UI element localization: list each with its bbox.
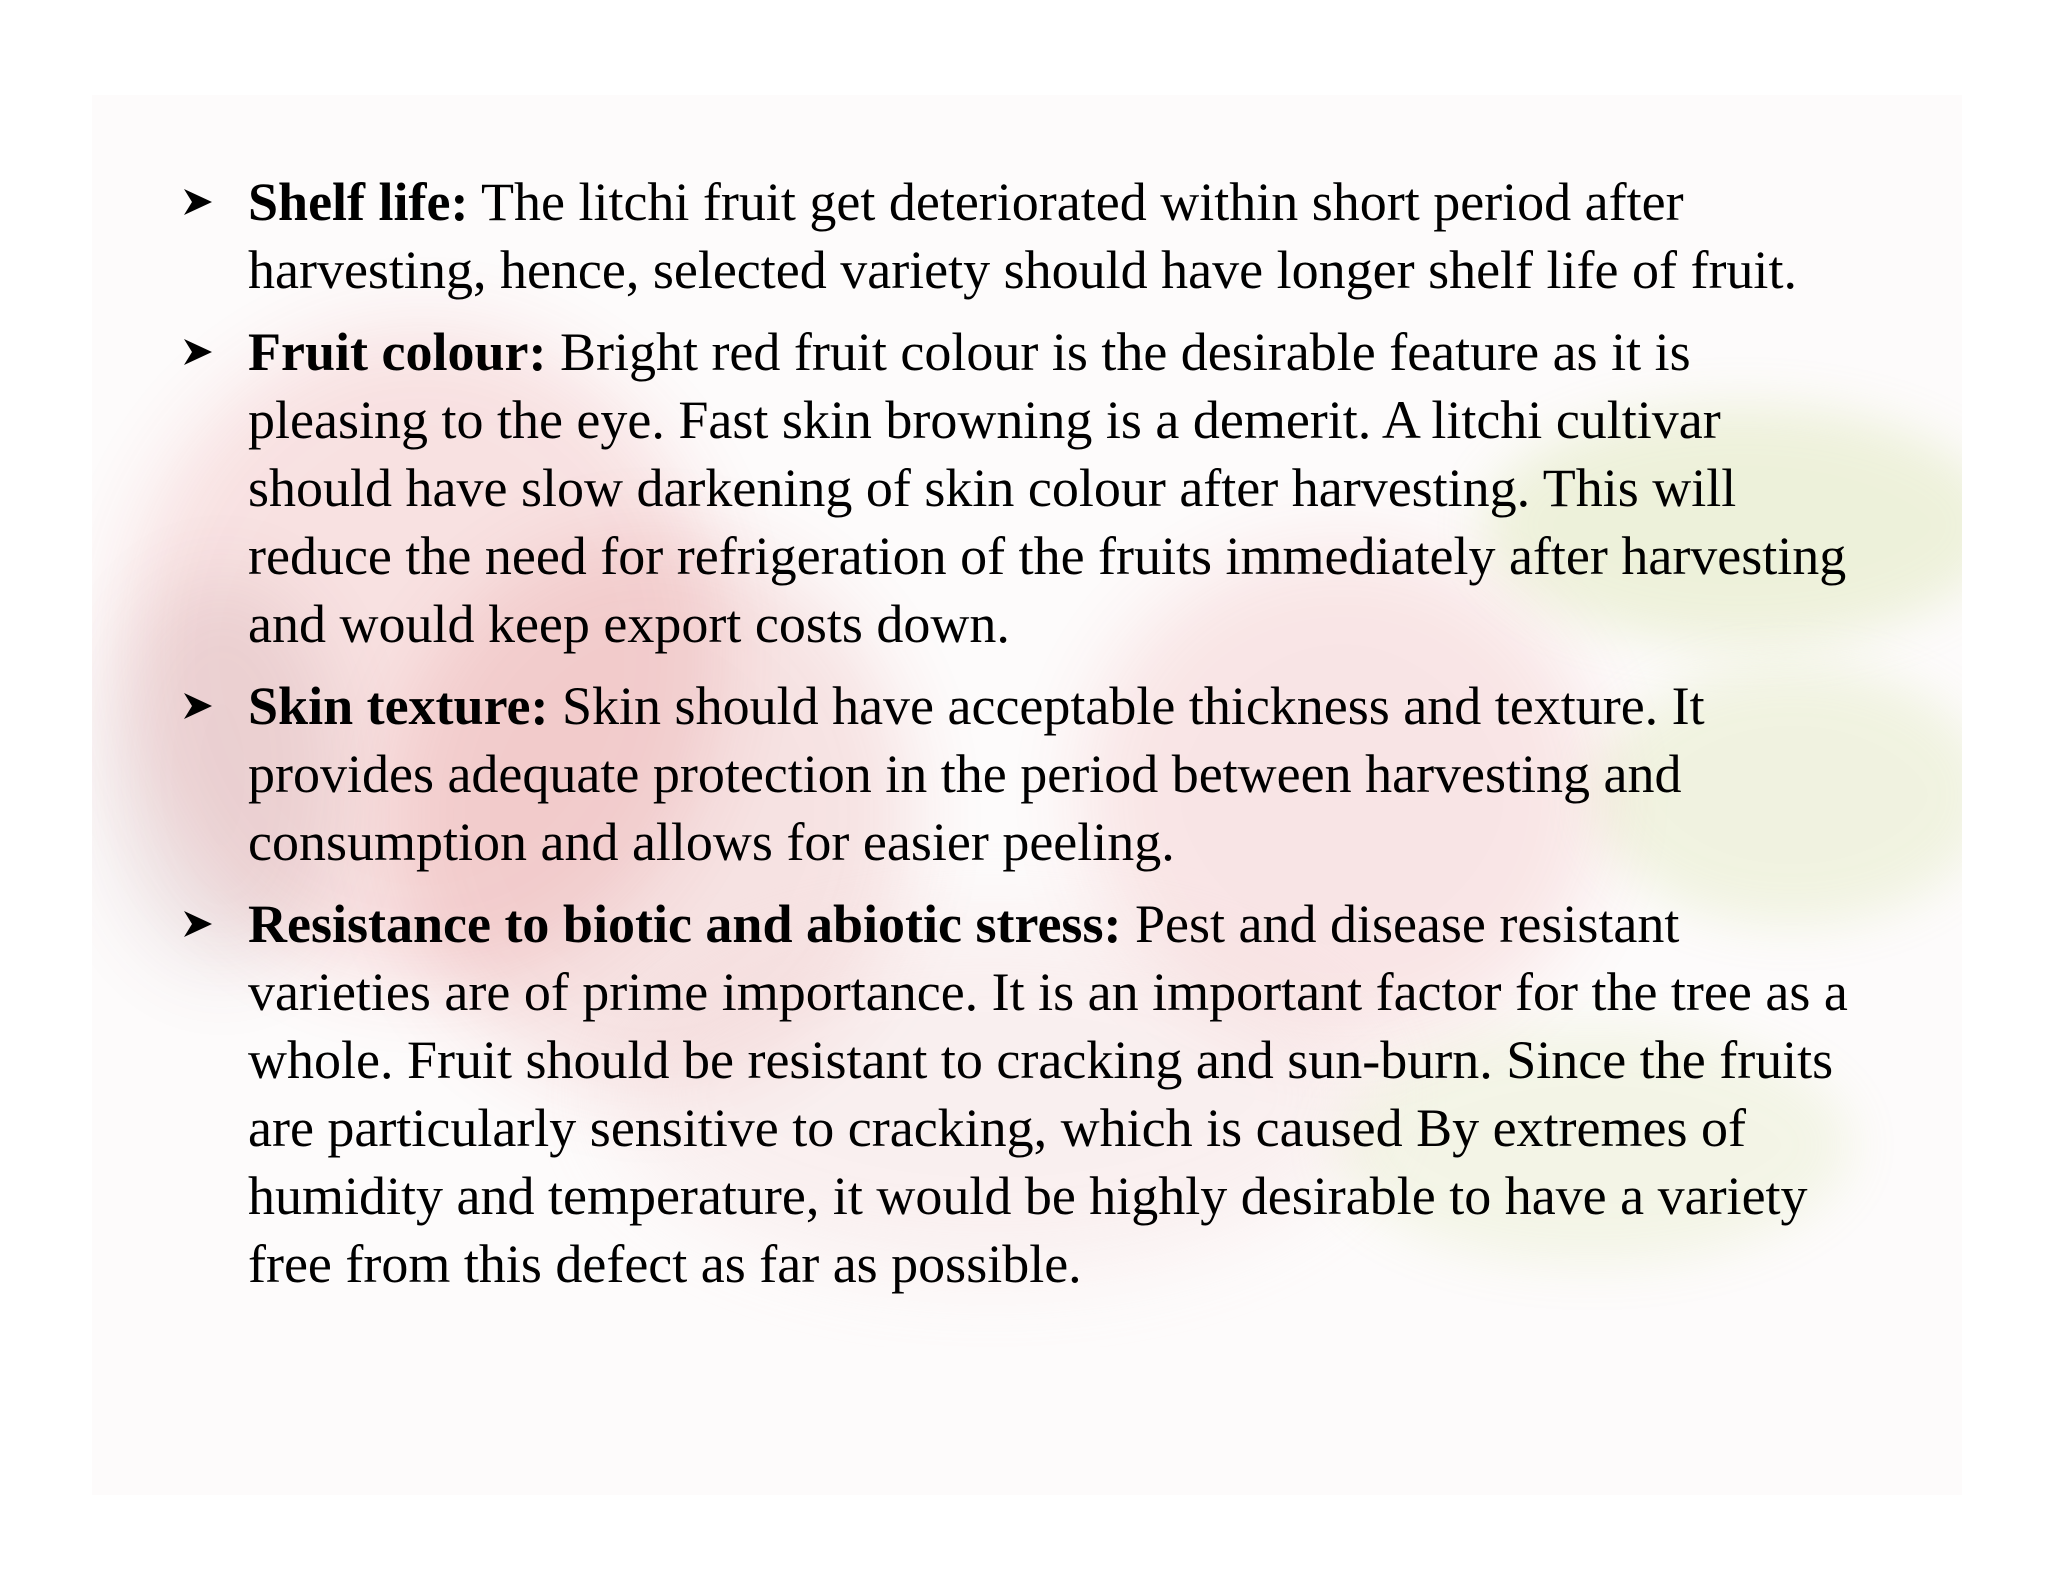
- bullet-text: Pest and disease resistant varieties are of prime importance. It is an important factor for the tree as a whole. Fruit should be resistant to cracking and sun-burn. Since the fruits are particularly sensitive to cracking, which is caused By extremes of humidity and temperature, it would be highly desirable to have a variety free from this defect as far as possible.: [248, 894, 1848, 1294]
- bullet-term: Skin texture:: [248, 676, 549, 736]
- bullet-term: Resistance to biotic and abiotic stress:: [248, 894, 1122, 954]
- arrowhead-bullet-icon: [180, 890, 220, 958]
- arrowhead-bullet-icon: [180, 672, 220, 740]
- bullet-term: Fruit colour:: [248, 322, 547, 382]
- bullet-shelf-life: [170, 168, 1870, 304]
- bullet-text: Bright red fruit colour is the desirable feature as it is pleasing to the eye. Fast skin browning is a demerit. A litchi cultivar should have slow darkening of skin colour after harvesting. This will reduce the need for refrigeration of the fruits immediately after harvesting and would keep export costs down.: [248, 322, 1847, 654]
- bullet-text: The litchi fruit get deteriorated within short period after harvesting, hence, selected variety should have longer shelf life of fruit.: [248, 172, 1797, 300]
- bullet-resistance-stress: [170, 890, 1870, 1298]
- arrowhead-bullet-icon: [180, 318, 220, 386]
- bullet-term: Shelf life:: [248, 172, 469, 232]
- arrowhead-bullet-icon: [180, 168, 220, 236]
- slide-content: [170, 168, 1870, 1312]
- bullet-text: Skin should have acceptable thickness and texture. It provides adequate protection in the period between harvesting and consumption and allows for easier peeling.: [248, 676, 1705, 872]
- bullet-fruit-colour: [170, 318, 1870, 658]
- bullet-skin-texture: [170, 672, 1870, 876]
